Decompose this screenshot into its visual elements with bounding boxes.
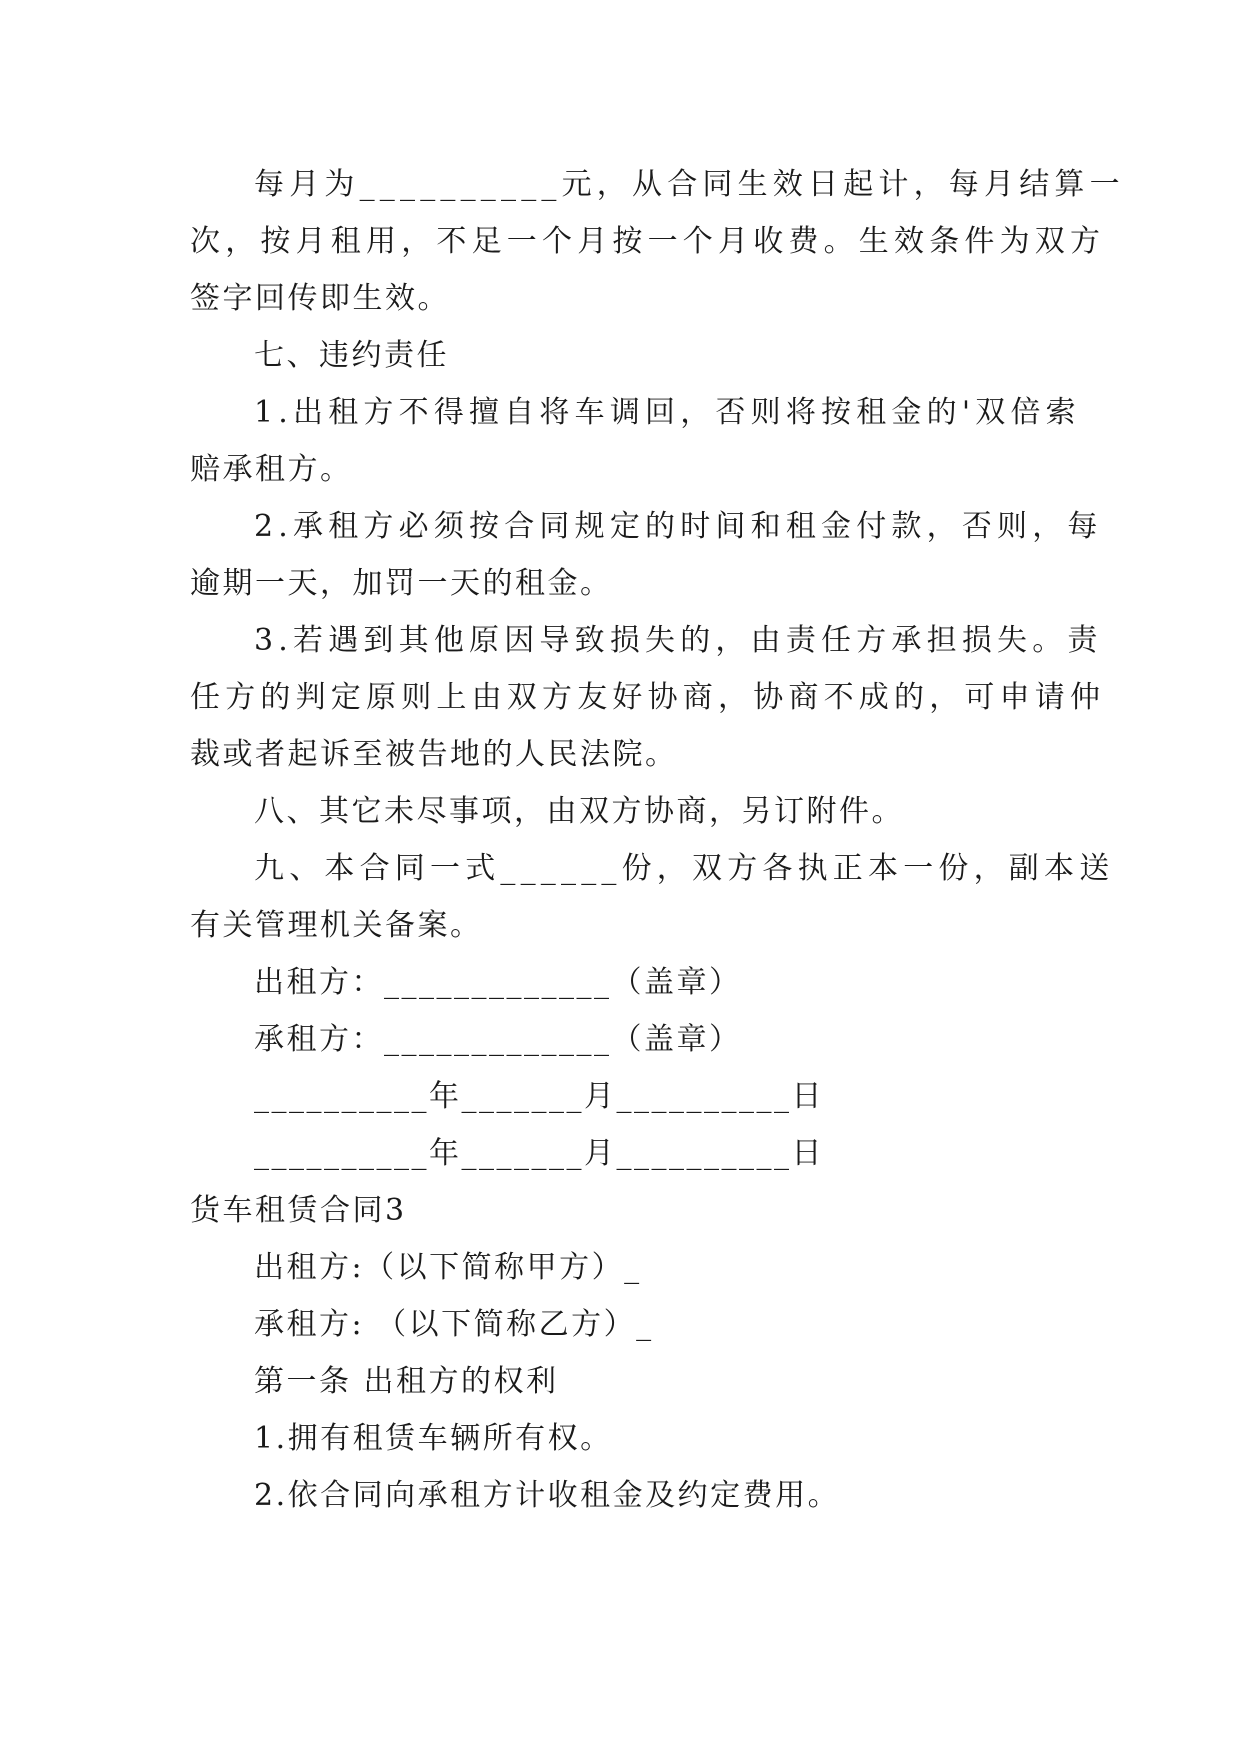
paragraph-line: 3.若遇到其他原因导致损失的，由责任方承担损失。责 xyxy=(254,623,1103,658)
lessor-signature-line: 出租方：_____________（盖章） xyxy=(254,965,742,1000)
contract-title: 货车租赁合同3 xyxy=(190,1193,407,1228)
paragraph-line: 签字回传即生效。 xyxy=(190,281,450,316)
article-heading: 第一条 出租方的权利 xyxy=(254,1364,559,1399)
paragraph-line: 九、本合同一式______份，双方各执正本一份，副本送 xyxy=(254,851,1115,886)
paragraph-line: 1.出租方不得擅自将车调回，否则将按租金的'双倍索 xyxy=(254,395,1081,430)
paragraph-line: 次，按月租用，不足一个月按一个月收费。生效条件为双方 xyxy=(190,224,1106,259)
date-line: __________年_______月__________日 xyxy=(254,1079,824,1114)
paragraph-line: 逾期一天，加罚一天的租金。 xyxy=(190,566,613,601)
section-heading: 八、其它未尽事项，由双方协商，另订附件。 xyxy=(254,794,904,829)
paragraph-line: 任方的判定原则上由双方友好协商，协商不成的，可申请仲 xyxy=(190,680,1106,715)
list-item: 1.拥有租赁车辆所有权。 xyxy=(254,1421,613,1456)
date-line: __________年_______月__________日 xyxy=(254,1136,824,1171)
paragraph-line: 2.承租方必须按合同规定的时间和租金付款，否则，每 xyxy=(254,509,1103,544)
lessee-signature-line: 承租方：_____________（盖章） xyxy=(254,1022,742,1057)
list-item: 2.依合同向承租方计收租金及约定费用。 xyxy=(254,1478,841,1513)
section-heading: 七、违约责任 xyxy=(254,338,449,373)
paragraph-line: 有关管理机关备案。 xyxy=(190,908,483,943)
paragraph-line: 裁或者起诉至被告地的人民法院。 xyxy=(190,737,678,772)
lessor-line: 出租方:（以下简称甲方）_ xyxy=(254,1250,642,1285)
paragraph-line: 每月为__________元，从合同生效日起计，每月结算一 xyxy=(254,167,1125,202)
lessee-line: 承租方: （以下简称乙方）_ xyxy=(254,1307,654,1342)
paragraph-line: 赔承租方。 xyxy=(190,452,353,487)
